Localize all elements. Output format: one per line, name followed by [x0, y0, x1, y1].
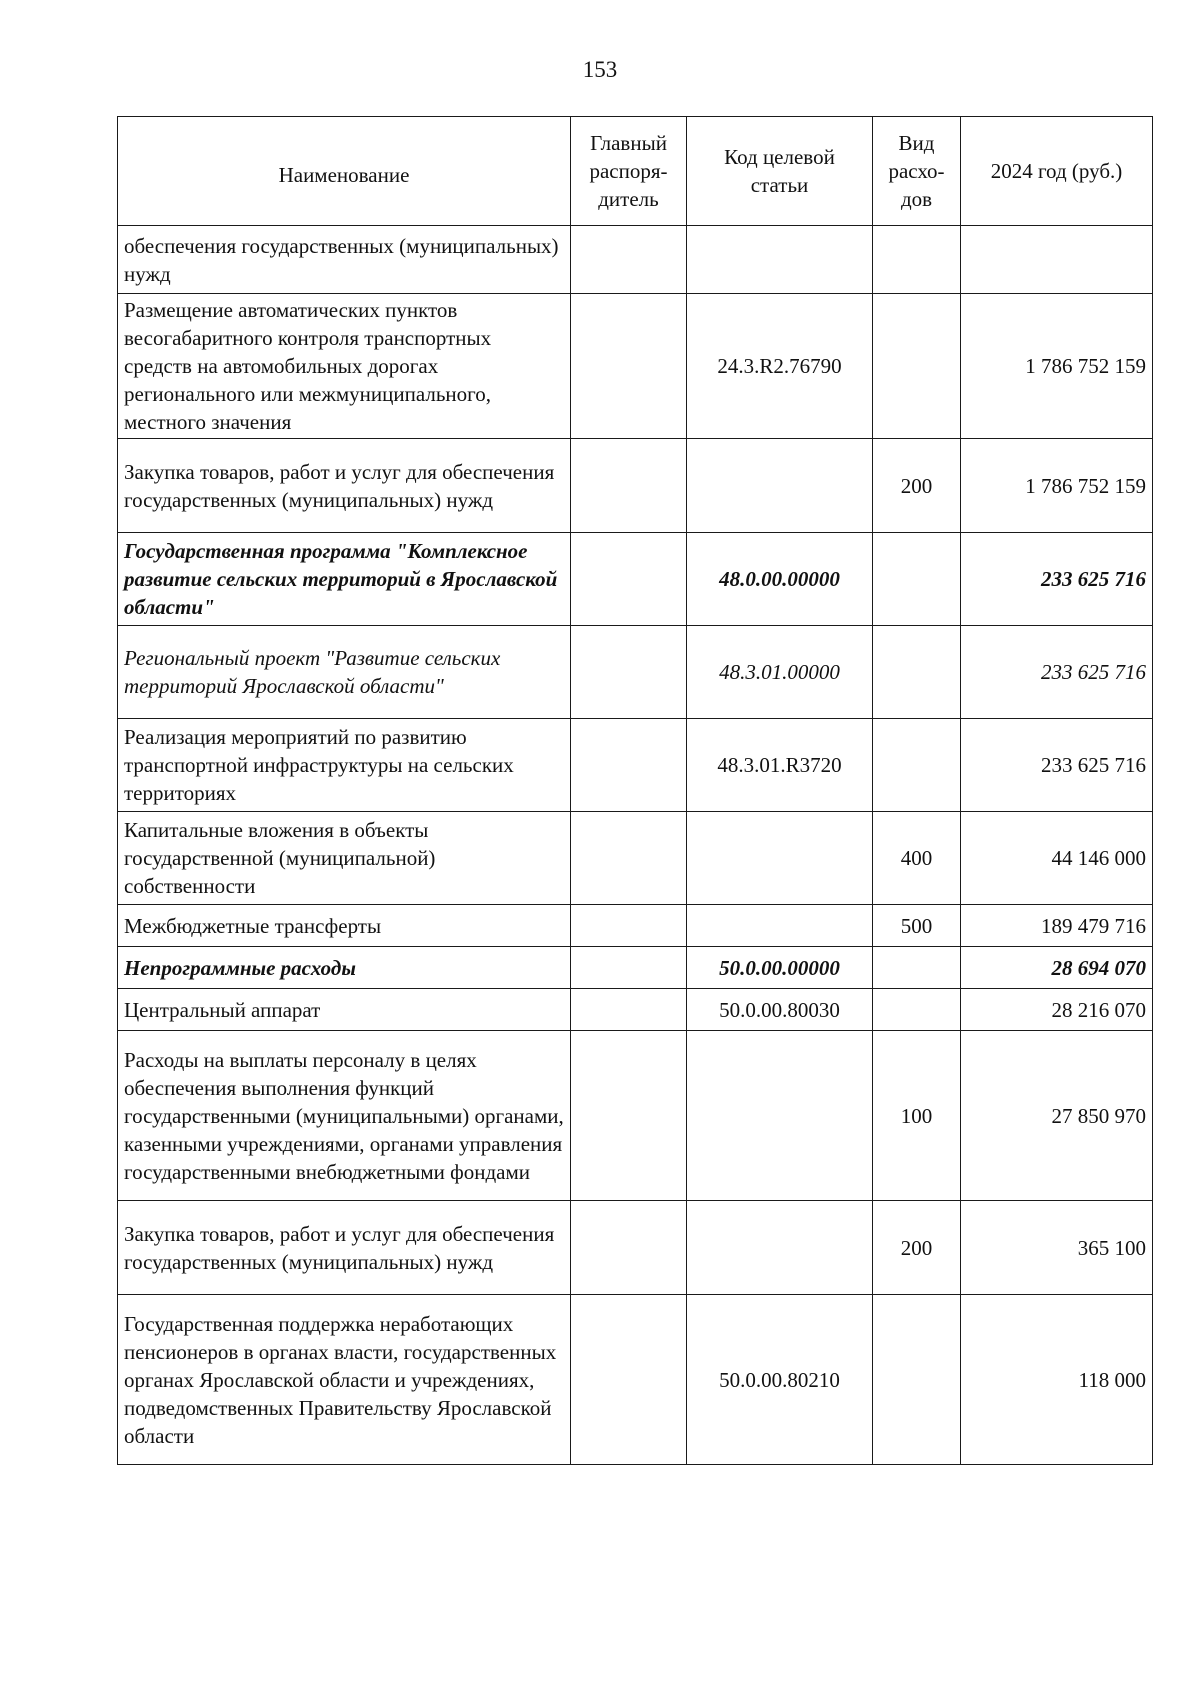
cell-name: Межбюджетные трансферты — [118, 905, 571, 947]
cell-name: Непрограммные расходы — [118, 947, 571, 989]
table-row — [118, 947, 1153, 989]
table-row — [118, 626, 1153, 719]
cell-manager — [571, 1295, 687, 1465]
cell-manager — [571, 719, 687, 812]
cell-type — [873, 947, 961, 989]
cell-amount — [961, 226, 1153, 294]
cell-manager — [571, 626, 687, 719]
cell-name: обеспечения государственных (муниципальных) нужд — [118, 226, 571, 294]
cell-amount: 189 479 716 — [961, 905, 1153, 947]
cell-name: Реализация мероприятий по развитию транспортной инфраструктуры на сельских территориях — [118, 719, 571, 812]
table-row — [118, 989, 1153, 1031]
cell-manager — [571, 812, 687, 905]
cell-code — [687, 812, 873, 905]
cell-amount: 44 146 000 — [961, 812, 1153, 905]
cell-name: Капитальные вложения в объекты государственной (муниципальной) собственности — [118, 812, 571, 905]
table-row — [118, 294, 1153, 439]
table-row — [118, 1031, 1153, 1201]
table-row — [118, 905, 1153, 947]
cell-amount: 233 625 716 — [961, 626, 1153, 719]
table-body — [118, 226, 1153, 1465]
cell-code — [687, 1031, 873, 1201]
header-type: Вид расхо-дов — [873, 117, 961, 226]
cell-type — [873, 533, 961, 626]
cell-manager — [571, 905, 687, 947]
cell-amount: 233 625 716 — [961, 533, 1153, 626]
cell-amount: 1 786 752 159 — [961, 294, 1153, 439]
table-row — [118, 719, 1153, 812]
cell-manager — [571, 533, 687, 626]
cell-type: 100 — [873, 1031, 961, 1201]
table-row — [118, 1295, 1153, 1465]
cell-type: 200 — [873, 1201, 961, 1295]
cell-type — [873, 989, 961, 1031]
cell-type: 400 — [873, 812, 961, 905]
table-row — [118, 439, 1153, 533]
cell-code: 50.0.00.80030 — [687, 989, 873, 1031]
header-amount: 2024 год (руб.) — [961, 117, 1153, 226]
cell-type — [873, 626, 961, 719]
table-row — [118, 226, 1153, 294]
cell-type — [873, 294, 961, 439]
cell-manager — [571, 294, 687, 439]
cell-name: Закупка товаров, работ и услуг для обеспечения государственных (муниципальных) нужд — [118, 1201, 571, 1295]
cell-type — [873, 719, 961, 812]
cell-code — [687, 905, 873, 947]
table-row — [118, 1201, 1153, 1295]
page-number: 153 — [582, 57, 618, 82]
cell-code: 48.3.01.R3720 — [687, 719, 873, 812]
table-row — [118, 533, 1153, 626]
cell-code: 48.0.00.00000 — [687, 533, 873, 626]
header-name: Наименование — [118, 117, 571, 226]
cell-type: 500 — [873, 905, 961, 947]
cell-code: 50.0.00.80210 — [687, 1295, 873, 1465]
cell-manager — [571, 226, 687, 294]
budget-table — [117, 116, 1153, 1465]
cell-name: Центральный аппарат — [118, 989, 571, 1031]
cell-manager — [571, 1201, 687, 1295]
cell-type — [873, 1295, 961, 1465]
table-header-row — [118, 117, 1153, 226]
cell-name: Региональный проект "Развитие сельских территорий Ярославской области" — [118, 626, 571, 719]
cell-amount: 1 786 752 159 — [961, 439, 1153, 533]
cell-manager — [571, 439, 687, 533]
cell-manager — [571, 947, 687, 989]
cell-type — [873, 226, 961, 294]
cell-code — [687, 1201, 873, 1295]
cell-code — [687, 439, 873, 533]
cell-code: 24.3.R2.76790 — [687, 294, 873, 439]
cell-amount: 28 694 070 — [961, 947, 1153, 989]
cell-name: Закупка товаров, работ и услуг для обеспечения государственных (муниципальных) нужд — [118, 439, 571, 533]
cell-name: Государственная поддержка неработающих пенсионеров в органах власти, государственных органах Ярославской области и учреждениях, подведомственных Правительству Ярославской области — [118, 1295, 571, 1465]
cell-name: Государственная программа "Комплексное развитие сельских территорий в Ярославской области" — [118, 533, 571, 626]
cell-manager — [571, 1031, 687, 1201]
cell-amount: 27 850 970 — [961, 1031, 1153, 1201]
cell-code — [687, 226, 873, 294]
cell-amount: 365 100 — [961, 1201, 1153, 1295]
cell-name: Расходы на выплаты персоналу в целях обеспечения выполнения функций государственными (муниципальными) органами, казенными учреждениями, органами управления государственными внебюджетными фондами — [118, 1031, 571, 1201]
cell-amount: 28 216 070 — [961, 989, 1153, 1031]
cell-amount: 233 625 716 — [961, 719, 1153, 812]
header-code: Код целевой статьи — [687, 117, 873, 226]
cell-amount: 118 000 — [961, 1295, 1153, 1465]
cell-name: Размещение автоматических пунктов весогабаритного контроля транспортных средств на автомобильных дорогах регионального или межмуниципального, местного значения — [118, 294, 571, 439]
header-manager: Главный распоря-дитель — [571, 117, 687, 226]
cell-code: 50.0.00.00000 — [687, 947, 873, 989]
cell-manager — [571, 989, 687, 1031]
cell-type: 200 — [873, 439, 961, 533]
table-row — [118, 812, 1153, 905]
cell-code: 48.3.01.00000 — [687, 626, 873, 719]
